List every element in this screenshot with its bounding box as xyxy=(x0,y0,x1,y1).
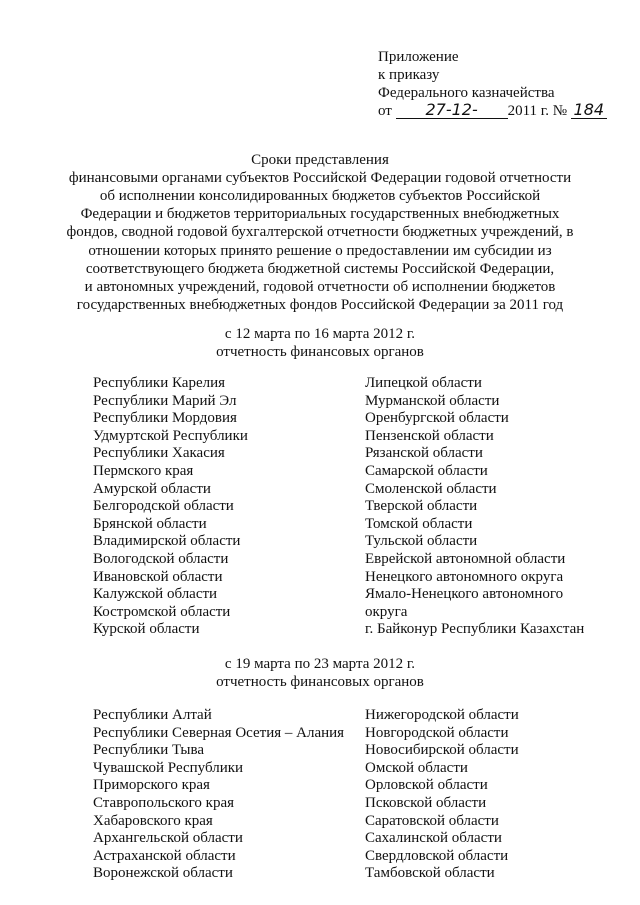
region-item: Амурской области xyxy=(93,480,211,497)
region-item: Костромской области xyxy=(93,603,231,620)
title-line: отношении которых принято решение о предоставлении им субсидии из xyxy=(88,242,552,259)
region-item: Ивановской области xyxy=(93,568,223,585)
region-item: Омской области xyxy=(365,759,468,776)
region-item: Республики Хакасия xyxy=(93,445,225,462)
region-item: Вологодской области xyxy=(93,550,229,567)
region-item: г. Байконур Республики Казахстан xyxy=(365,621,585,638)
region-item: Республики Тыва xyxy=(93,742,205,759)
period-2-left-column xyxy=(93,707,344,883)
region-item: Сахалинской области xyxy=(365,830,502,847)
region-item: Пензенской области xyxy=(365,427,494,444)
region-item: Самарской области xyxy=(365,462,488,479)
appendix-line-3: Федерального казначейства xyxy=(378,85,555,101)
region-item: Мурманской области xyxy=(365,392,500,409)
region-item: Республики Марий Эл xyxy=(93,392,237,409)
appendix-line-1: Приложение xyxy=(378,49,459,65)
region-item: Астраханской области xyxy=(93,847,236,864)
region-item: Новгородской области xyxy=(365,724,509,741)
period-1-left-column xyxy=(93,375,248,639)
region-item: Свердловской области xyxy=(365,847,509,864)
region-item: Новосибирской области xyxy=(365,742,519,759)
region-item: Тамбовской области xyxy=(365,865,495,882)
period-2-subtitle: отчетность финансовых органов xyxy=(216,674,424,690)
region-item: Удмуртской Республики xyxy=(93,427,248,444)
region-item: Курской области xyxy=(93,621,200,638)
region-item: Приморского края xyxy=(93,777,210,794)
region-item: округа xyxy=(365,603,408,620)
region-item: Нижегородской области xyxy=(365,707,519,723)
period-1-subtitle: отчетность финансовых органов xyxy=(216,344,424,360)
region-item: Архангельской области xyxy=(93,830,243,847)
region-item: Воронежской области xyxy=(93,865,233,882)
handwritten-number: 184 xyxy=(571,102,607,119)
region-item: Ненецкого автономного округа xyxy=(365,568,564,585)
period-2-right-column xyxy=(365,707,519,883)
period-1-dates: с 12 марта по 16 марта 2012 г. xyxy=(224,326,416,342)
region-item: Саратовской области xyxy=(365,812,499,829)
region-item: Еврейской автономной области xyxy=(365,550,566,567)
appendix-date-line xyxy=(378,102,607,120)
region-item: Смоленской области xyxy=(365,480,497,497)
region-item: Пермского края xyxy=(93,462,194,479)
region-item: Хабаровского края xyxy=(93,812,213,829)
period-1-right-column xyxy=(365,375,584,639)
from-label: от xyxy=(378,103,392,119)
appendix-line-2: к приказу xyxy=(378,67,440,83)
region-item: Тульской области xyxy=(365,533,478,550)
region-item: Калужской области xyxy=(93,586,218,603)
region-item: Республики Карелия xyxy=(93,375,226,391)
region-item: Чувашской Республики xyxy=(93,759,244,776)
title-line: соответствующего бюджета бюджетной системы Российской Федерации, xyxy=(85,260,555,277)
region-item: Ставропольского края xyxy=(93,794,234,811)
region-item: Рязанской области xyxy=(365,445,483,462)
title-line: государственных внебюджетных фондов Российской Федерации за 2011 год xyxy=(76,296,564,313)
region-item: Республики Северная Осетия – Алания xyxy=(93,724,345,741)
region-item: Республики Мордовия xyxy=(93,410,237,427)
year-number-label: 2011 г. № xyxy=(507,103,568,119)
title-line: и автономных учреждений, годовой отчетности об исполнении бюджетов xyxy=(84,278,556,295)
region-item: Республики Алтай xyxy=(93,707,212,723)
region-item: Брянской области xyxy=(93,515,207,532)
title-line: фондов, сводной годовой бухгалтерской отчетности бюджетных учреждений, в xyxy=(66,224,574,241)
title-line: финансовыми органами субъектов Российской Федерации годовой отчетности xyxy=(68,170,572,187)
title-line: об исполнении консолидированных бюджетов субъектов Российской xyxy=(99,188,541,205)
region-item: Псковской области xyxy=(365,794,487,811)
region-item: Тверской области xyxy=(365,498,478,515)
title-line: Сроки представления xyxy=(251,152,389,168)
region-item: Оренбургской области xyxy=(365,410,509,427)
period-2-dates: с 19 марта по 23 марта 2012 г. xyxy=(224,656,416,672)
handwritten-date: 27-12- xyxy=(396,102,508,119)
title-line: Федерации и бюджетов территориальных государственных внебюджетных xyxy=(80,206,560,223)
region-item: Орловской области xyxy=(365,777,488,794)
region-item: Ямало-Ненецкого автономного xyxy=(365,586,564,603)
region-item: Владимирской области xyxy=(93,533,241,550)
region-item: Липецкой области xyxy=(365,375,482,391)
region-item: Томской области xyxy=(365,515,473,532)
region-item: Белгородской области xyxy=(93,498,234,515)
